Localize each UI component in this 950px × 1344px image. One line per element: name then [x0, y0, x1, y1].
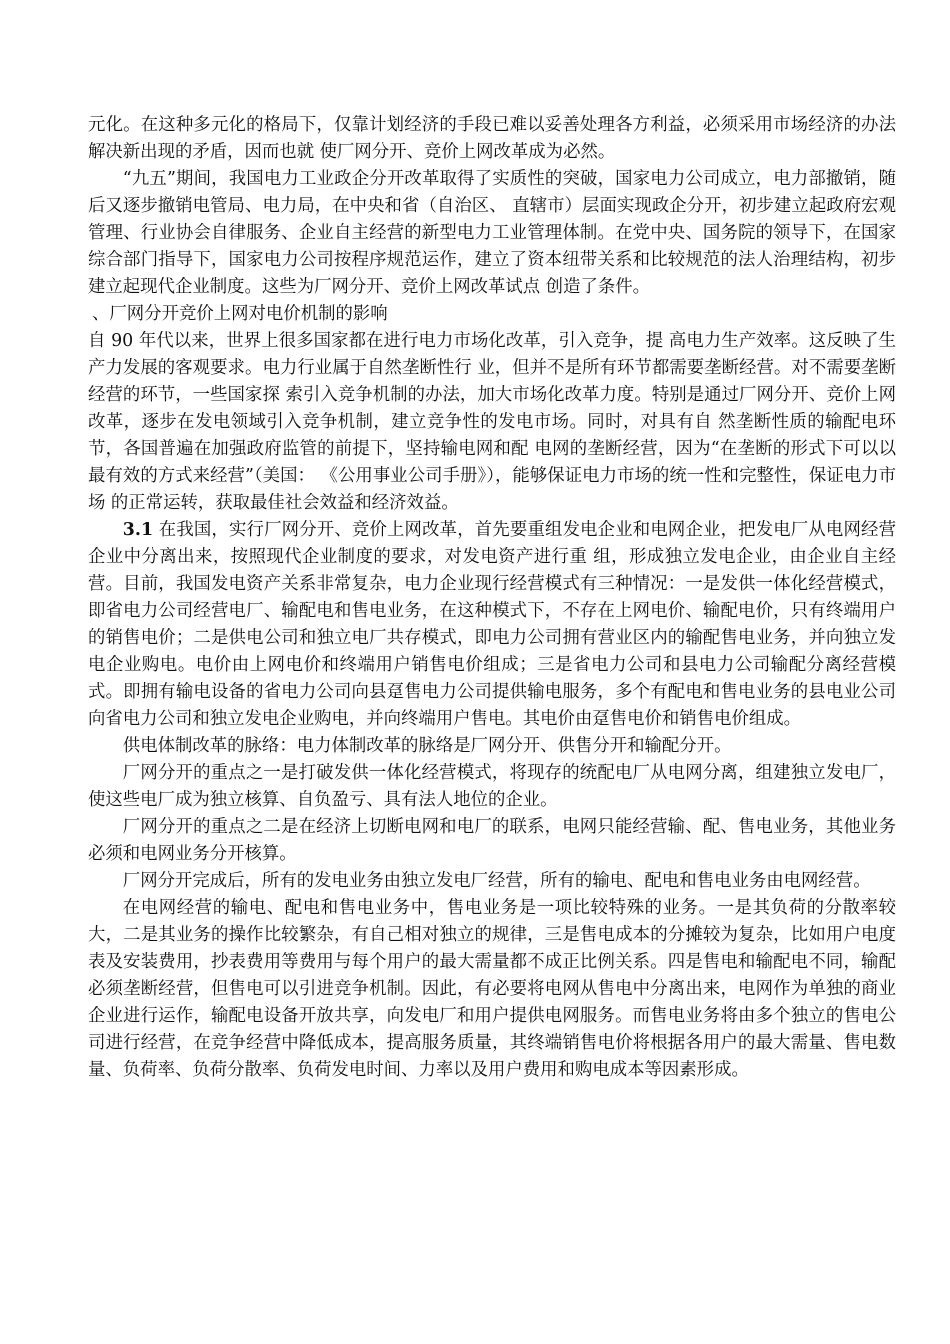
- paragraph-supply-reform: 供电体制改革的脉络：电力体制改革的脉络是厂网分开、供售分开和输配分开。: [122, 736, 732, 756]
- paragraph-sales-business: 在电网经营的输电、配电和售电业务中，售电业务是一项比较特殊的业务。一是其负荷的分散率较大，二是其业务的操作比较繁杂，有自己相对独立的规律，三是售电成本的分摊较为复杂，比如用户电度表及安装费用，抄表费用等费用与每个用户的最大需量都不成正比例关系。四是售电和输配电不同，输配必须垄断经营，但售电可以引进竞争机制。因此，有必要将电网从售电中分离出来，电网作为单独的商业企业进行运作，输配电设备开放共享，向发电厂和用户提供电网服务。而售电业务将由多个独立的售电公司进行经营，在竞争经营中降低成本，提高服务质量，其终端销售电价将根据各用户的最大需量、售电数量、负荷率、负荷分散率、负荷发电时间、力率以及用户费用和购电成本等因素形成。: [88, 898, 896, 1080]
- section-3-1-text: 在我国，实行厂网分开、竞价上网改革，首先要重组发电企业和电网企业，把发电厂从电网经营企业中分离出来，按照现代企业制度的要求，对发电资产进行重 组，形成独立发电企业，由企业自主经营。目前，我国发电资产关系非常复杂，电力企业现行经营模式有三种情况：一是发供一体化经营模式，即省电力公司经营电厂、输配电和售电业务，在这种模式下，不存在上网电价、输配电价，只有终端用户的销售电价；二是供电公司和独立电厂共存模式，即电力公司拥有营业区内的输配售电业务，并向独立发电企业购电。电价由上网电价和终端用户销售电价组成；三是省电力公司和县电力公司输配分离经营模式。即拥有输电设备的省电力公司向县趸售电力公司提供输电服务，多个有配电和售电业务的县电业公司向省电力公司和独立发电企业购电，并向终端用户售电。其电价由趸售电价和销售电价组成。: [88, 520, 896, 729]
- paragraph-continuation: 元化。在这种多元化的格局下，仅靠计划经济的手段已难以妥善处理各方利益，必须采用市场经济的办法解决新出现的矛盾，因而也就 使厂网分开、竞价上网改革成为必然。: [88, 115, 896, 162]
- paragraph-focus-two: 厂网分开的重点之二是在经济上切断电网和电厂的联系，电网只能经营输、配、售电业务，其他业务必须和电网业务分开核算。: [88, 817, 896, 864]
- section-number: 3.1: [122, 520, 154, 540]
- section-heading: 、厂网分开竞价上网对电价机制的影响: [92, 304, 388, 324]
- paragraph-focus-one: 厂网分开的重点之一是打破发供一体化经营模式，将现存的统配电厂从电网分离，组建独立发电厂，使这些电厂成为独立核算、自负盈亏、具有法人地位的企业。: [88, 763, 896, 810]
- paragraph-ninth-five-year: “九五”期间，我国电力工业政企分开改革取得了实质性的突破，国家电力公司成立，电力部撤销，随后又逐步撤销电管局、电力局，在中央和省（自治区、 直辖市）层面实现政企分开，初步建立起政府宏观管理、行业协会自律服务、企业自主经营的新型电力工业管理体制。在党中央、国务院的领导下，在国家综合部门指导下，国家电力公司按程序规范运作，建立了资本纽带关系和比较规范的法人治理结构，初步建立起现代企业制度。这些为厂网分开、竞价上网改革试点 创造了条件。: [88, 169, 896, 297]
- paragraph-after-separation: 厂网分开完成后，所有的发电业务由独立发电厂经营，所有的输电、配电和售电业务由电网经营。: [122, 871, 871, 891]
- document-page: [88, 112, 896, 1084]
- paragraph-international-reform: 自 90 年代以来，世界上很多国家都在进行电力市场化改革，引入竞争，提 高电力生产效率。这反映了生产力发展的客观要求。电力行业属于自然垄断性行 业，但并不是所有环节都需要垄断经营。对不需要垄断经营的环节，一些国家探 索引入竞争机制的办法，加大市场化改革力度。特别是通过厂网分开、竞价上网 改革，逐步在发电领域引入竞争机制，建立竞争性的发电市场。同时，对具有自 然垄断性质的输配电环节，各国普遍在加强政府监管的前提下，坚持输电网和配 电网的垄断经营，因为“在垄断的形式下可以以最有效的方式来经营”（美国： 《公用事业公司手册》），能够保证电力市场的统一性和完整性，保证电力市场 的正常运转，获取最佳社会效益和经济效益。: [88, 331, 896, 513]
- paragraph-section-3-1: [88, 517, 896, 733]
